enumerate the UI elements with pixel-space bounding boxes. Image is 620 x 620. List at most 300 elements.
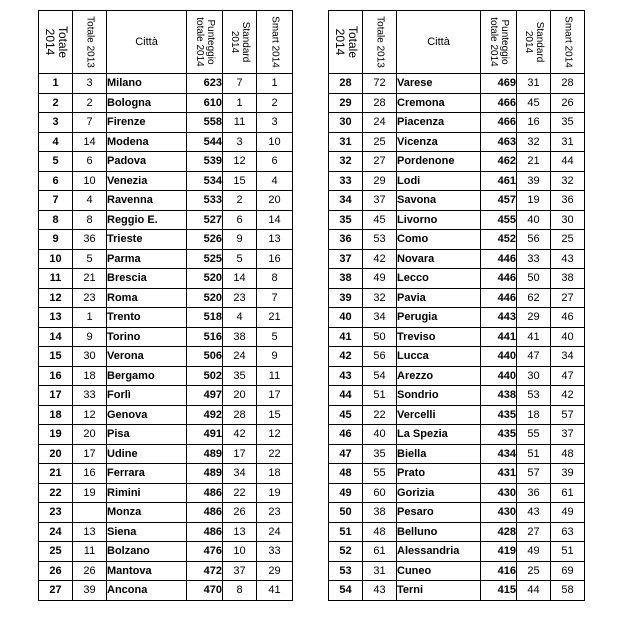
rank-2013-cell: 23 bbox=[73, 288, 107, 308]
rank-2013-cell: 56 bbox=[363, 347, 397, 367]
smart-rank-cell: 20 bbox=[257, 191, 293, 211]
table-row bbox=[329, 561, 585, 581]
rank-2013-cell: 17 bbox=[73, 444, 107, 464]
total-score-cell: 462 bbox=[481, 152, 517, 172]
rank-cell: 8 bbox=[39, 210, 73, 230]
rank-2013-cell: 51 bbox=[363, 386, 397, 406]
table-row bbox=[329, 74, 585, 94]
smart-rank-cell: 33 bbox=[257, 542, 293, 562]
rank-cell: 33 bbox=[329, 171, 363, 191]
rank-cell: 34 bbox=[329, 191, 363, 211]
rank-2013-cell: 21 bbox=[73, 269, 107, 289]
table-row bbox=[329, 347, 585, 367]
total-score-cell: 435 bbox=[481, 425, 517, 445]
standard-rank-cell: 36 bbox=[517, 483, 551, 503]
smart-rank-cell: 21 bbox=[257, 308, 293, 328]
table-row bbox=[329, 132, 585, 152]
city-name-cell: Savona bbox=[397, 191, 481, 211]
rank-cell: 16 bbox=[39, 366, 73, 386]
total-score-cell: 544 bbox=[187, 132, 223, 152]
city-name-cell: Pisa bbox=[107, 425, 187, 445]
standard-rank-cell: 40 bbox=[517, 210, 551, 230]
standard-rank-cell: 34 bbox=[223, 464, 257, 484]
standard-rank-cell: 24 bbox=[223, 347, 257, 367]
header-total-2013: Totale 2013 bbox=[73, 11, 107, 74]
rank-cell: 28 bbox=[329, 74, 363, 94]
total-score-cell: 497 bbox=[187, 386, 223, 406]
rank-2013-cell: 9 bbox=[73, 327, 107, 347]
smart-rank-cell: 17 bbox=[257, 386, 293, 406]
rank-2013-cell: 36 bbox=[73, 230, 107, 250]
rank-cell: 51 bbox=[329, 522, 363, 542]
rank-cell: 37 bbox=[329, 249, 363, 269]
smart-rank-cell: 12 bbox=[257, 425, 293, 445]
rank-2013-cell: 11 bbox=[73, 542, 107, 562]
standard-rank-cell: 2 bbox=[223, 191, 257, 211]
rank-cell: 7 bbox=[39, 191, 73, 211]
city-name-cell: Modena bbox=[107, 132, 187, 152]
rank-cell: 29 bbox=[329, 93, 363, 113]
table-row bbox=[39, 347, 293, 367]
rank-cell: 42 bbox=[329, 347, 363, 367]
rank-2013-cell: 29 bbox=[363, 171, 397, 191]
standard-rank-cell: 13 bbox=[223, 522, 257, 542]
table-row bbox=[39, 113, 293, 133]
standard-rank-cell: 28 bbox=[223, 405, 257, 425]
table-row bbox=[39, 308, 293, 328]
table-row bbox=[39, 425, 293, 445]
total-score-cell: 452 bbox=[481, 230, 517, 250]
total-score-cell: 469 bbox=[481, 74, 517, 94]
total-score-cell: 441 bbox=[481, 327, 517, 347]
smart-rank-cell: 49 bbox=[551, 503, 585, 523]
table-row bbox=[329, 210, 585, 230]
table-row bbox=[329, 269, 585, 289]
rank-cell: 48 bbox=[329, 464, 363, 484]
total-score-cell: 419 bbox=[481, 542, 517, 562]
table-row bbox=[39, 230, 293, 250]
table-row bbox=[329, 171, 585, 191]
header-total-2014: Totale 2014 bbox=[39, 11, 73, 74]
city-name-cell: Vercelli bbox=[397, 405, 481, 425]
smart-rank-cell: 6 bbox=[257, 152, 293, 172]
standard-rank-cell: 37 bbox=[223, 561, 257, 581]
table-row bbox=[39, 249, 293, 269]
city-name-cell: Trento bbox=[107, 308, 187, 328]
table-row bbox=[39, 191, 293, 211]
standard-rank-cell: 33 bbox=[517, 249, 551, 269]
rank-cell: 24 bbox=[39, 522, 73, 542]
smart-rank-cell: 13 bbox=[257, 230, 293, 250]
table-row bbox=[39, 93, 293, 113]
total-score-cell: 492 bbox=[187, 405, 223, 425]
table-row bbox=[329, 113, 585, 133]
standard-rank-cell: 50 bbox=[517, 269, 551, 289]
table-row bbox=[39, 522, 293, 542]
city-name-cell: Varese bbox=[397, 74, 481, 94]
smart-rank-cell: 25 bbox=[551, 230, 585, 250]
city-name-cell: Belluno bbox=[397, 522, 481, 542]
rank-2013-cell: 22 bbox=[363, 405, 397, 425]
standard-rank-cell: 29 bbox=[517, 308, 551, 328]
total-score-cell: 610 bbox=[187, 93, 223, 113]
rank-2013-cell: 60 bbox=[363, 483, 397, 503]
city-name-cell: Vicenza bbox=[397, 132, 481, 152]
table-row bbox=[39, 464, 293, 484]
total-score-cell: 431 bbox=[481, 464, 517, 484]
smart-rank-cell: 5 bbox=[257, 327, 293, 347]
smart-rank-cell: 24 bbox=[257, 522, 293, 542]
rank-2013-cell: 39 bbox=[73, 581, 107, 601]
city-name-cell: Prato bbox=[397, 464, 481, 484]
city-name-cell: Treviso bbox=[397, 327, 481, 347]
city-name-cell: Bolzano bbox=[107, 542, 187, 562]
total-score-cell: 416 bbox=[481, 561, 517, 581]
rank-cell: 25 bbox=[39, 542, 73, 562]
rank-cell: 44 bbox=[329, 386, 363, 406]
rank-cell: 43 bbox=[329, 366, 363, 386]
rank-2013-cell: 72 bbox=[363, 74, 397, 94]
rank-cell: 23 bbox=[39, 503, 73, 523]
rank-2013-cell: 37 bbox=[363, 191, 397, 211]
rank-cell: 35 bbox=[329, 210, 363, 230]
table-row bbox=[329, 483, 585, 503]
rank-cell: 32 bbox=[329, 152, 363, 172]
table-row bbox=[329, 249, 585, 269]
total-score-cell: 440 bbox=[481, 347, 517, 367]
rank-cell: 1 bbox=[39, 74, 73, 94]
standard-rank-cell: 56 bbox=[517, 230, 551, 250]
table-row bbox=[329, 503, 585, 523]
total-score-cell: 435 bbox=[481, 405, 517, 425]
smart-rank-cell: 2 bbox=[257, 93, 293, 113]
rank-2013-cell: 32 bbox=[363, 288, 397, 308]
table-row bbox=[39, 74, 293, 94]
city-name-cell: Rimini bbox=[107, 483, 187, 503]
standard-rank-cell: 31 bbox=[517, 74, 551, 94]
standard-rank-cell: 7 bbox=[223, 74, 257, 94]
rank-2013-cell: 7 bbox=[73, 113, 107, 133]
city-name-cell: Ancona bbox=[107, 581, 187, 601]
table-row bbox=[39, 152, 293, 172]
rank-2013-cell: 42 bbox=[363, 249, 397, 269]
rank-cell: 49 bbox=[329, 483, 363, 503]
rank-2013-cell: 40 bbox=[363, 425, 397, 445]
rank-cell: 22 bbox=[39, 483, 73, 503]
rank-cell: 27 bbox=[39, 581, 73, 601]
city-name-cell: Reggio E. bbox=[107, 210, 187, 230]
header-city: Città bbox=[397, 11, 481, 74]
table-row bbox=[39, 210, 293, 230]
table-row bbox=[329, 386, 585, 406]
total-score-cell: 491 bbox=[187, 425, 223, 445]
rank-2013-cell: 54 bbox=[363, 366, 397, 386]
rank-cell: 21 bbox=[39, 464, 73, 484]
rank-cell: 13 bbox=[39, 308, 73, 328]
table-row bbox=[329, 366, 585, 386]
standard-rank-cell: 18 bbox=[517, 405, 551, 425]
city-name-cell: Mantova bbox=[107, 561, 187, 581]
total-score-cell: 438 bbox=[481, 386, 517, 406]
smart-rank-cell: 28 bbox=[551, 74, 585, 94]
rank-2013-cell: 8 bbox=[73, 210, 107, 230]
rank-cell: 3 bbox=[39, 113, 73, 133]
standard-rank-cell: 22 bbox=[223, 483, 257, 503]
smart-rank-cell: 23 bbox=[257, 503, 293, 523]
total-score-cell: 476 bbox=[187, 542, 223, 562]
standard-rank-cell: 51 bbox=[517, 444, 551, 464]
city-name-cell: Novara bbox=[397, 249, 481, 269]
city-name-cell: Lucca bbox=[397, 347, 481, 367]
city-name-cell: La Spezia bbox=[397, 425, 481, 445]
city-name-cell: Cuneo bbox=[397, 561, 481, 581]
smart-rank-cell: 36 bbox=[551, 191, 585, 211]
total-score-cell: 502 bbox=[187, 366, 223, 386]
total-score-cell: 486 bbox=[187, 503, 223, 523]
city-name-cell: Arezzo bbox=[397, 366, 481, 386]
rank-cell: 20 bbox=[39, 444, 73, 464]
table-header-row bbox=[39, 11, 293, 74]
standard-rank-cell: 47 bbox=[517, 347, 551, 367]
total-score-cell: 525 bbox=[187, 249, 223, 269]
rank-cell: 19 bbox=[39, 425, 73, 445]
total-score-cell: 446 bbox=[481, 269, 517, 289]
rank-2013-cell: 13 bbox=[73, 522, 107, 542]
total-score-cell: 430 bbox=[481, 483, 517, 503]
smart-rank-cell: 35 bbox=[551, 113, 585, 133]
standard-rank-cell: 55 bbox=[517, 425, 551, 445]
table-row bbox=[39, 327, 293, 347]
ranking-table-left bbox=[38, 10, 293, 601]
rank-cell: 2 bbox=[39, 93, 73, 113]
smart-rank-cell: 9 bbox=[257, 347, 293, 367]
header-smart: Smart 2014 bbox=[551, 11, 585, 74]
standard-rank-cell: 1 bbox=[223, 93, 257, 113]
table-row bbox=[39, 386, 293, 406]
rank-2013-cell: 3 bbox=[73, 74, 107, 94]
smart-rank-cell: 19 bbox=[257, 483, 293, 503]
standard-rank-cell: 49 bbox=[517, 542, 551, 562]
city-name-cell: Livorno bbox=[397, 210, 481, 230]
table-row bbox=[39, 503, 293, 523]
table-row bbox=[329, 522, 585, 542]
rank-2013-cell: 50 bbox=[363, 327, 397, 347]
rank-2013-cell: 20 bbox=[73, 425, 107, 445]
rank-cell: 10 bbox=[39, 249, 73, 269]
city-name-cell: Pavia bbox=[397, 288, 481, 308]
rank-cell: 53 bbox=[329, 561, 363, 581]
standard-rank-cell: 19 bbox=[517, 191, 551, 211]
smart-rank-cell: 4 bbox=[257, 171, 293, 191]
total-score-cell: 430 bbox=[481, 503, 517, 523]
rank-2013-cell: 38 bbox=[363, 503, 397, 523]
smart-rank-cell: 32 bbox=[551, 171, 585, 191]
city-name-cell: Udine bbox=[107, 444, 187, 464]
standard-rank-cell: 9 bbox=[223, 230, 257, 250]
rank-2013-cell: 30 bbox=[73, 347, 107, 367]
smart-rank-cell: 34 bbox=[551, 347, 585, 367]
rank-2013-cell: 48 bbox=[363, 522, 397, 542]
total-score-cell: 516 bbox=[187, 327, 223, 347]
total-score-cell: 466 bbox=[481, 113, 517, 133]
city-name-cell: Firenze bbox=[107, 113, 187, 133]
city-name-cell: Venezia bbox=[107, 171, 187, 191]
standard-rank-cell: 6 bbox=[223, 210, 257, 230]
city-name-cell: Lodi bbox=[397, 171, 481, 191]
table-row bbox=[329, 308, 585, 328]
rank-2013-cell: 31 bbox=[363, 561, 397, 581]
rank-2013-cell: 2 bbox=[73, 93, 107, 113]
rank-cell: 30 bbox=[329, 113, 363, 133]
rank-cell: 5 bbox=[39, 152, 73, 172]
smart-rank-cell: 44 bbox=[551, 152, 585, 172]
smart-rank-cell: 40 bbox=[551, 327, 585, 347]
rank-2013-cell: 28 bbox=[363, 93, 397, 113]
smart-rank-cell: 22 bbox=[257, 444, 293, 464]
smart-rank-cell: 10 bbox=[257, 132, 293, 152]
standard-rank-cell: 39 bbox=[517, 171, 551, 191]
standard-rank-cell: 15 bbox=[223, 171, 257, 191]
city-name-cell: Como bbox=[397, 230, 481, 250]
standard-rank-cell: 12 bbox=[223, 152, 257, 172]
standard-rank-cell: 32 bbox=[517, 132, 551, 152]
total-score-cell: 520 bbox=[187, 269, 223, 289]
total-score-cell: 489 bbox=[187, 444, 223, 464]
standard-rank-cell: 14 bbox=[223, 269, 257, 289]
table-row bbox=[39, 483, 293, 503]
total-score-cell: 518 bbox=[187, 308, 223, 328]
table-row bbox=[329, 191, 585, 211]
header-smart: Smart 2014 bbox=[257, 11, 293, 74]
table-row bbox=[329, 93, 585, 113]
header-score: Punteggio totale 2014 bbox=[481, 11, 517, 74]
rank-cell: 31 bbox=[329, 132, 363, 152]
table-row bbox=[329, 464, 585, 484]
city-name-cell: Roma bbox=[107, 288, 187, 308]
table-row bbox=[329, 327, 585, 347]
table-row bbox=[39, 542, 293, 562]
smart-rank-cell: 7 bbox=[257, 288, 293, 308]
table-row bbox=[39, 366, 293, 386]
rank-2013-cell: 1 bbox=[73, 308, 107, 328]
rank-2013-cell: 18 bbox=[73, 366, 107, 386]
rank-2013-cell: 35 bbox=[363, 444, 397, 464]
smart-rank-cell: 42 bbox=[551, 386, 585, 406]
rank-2013-cell: 14 bbox=[73, 132, 107, 152]
rank-cell: 6 bbox=[39, 171, 73, 191]
rank-2013-cell: 6 bbox=[73, 152, 107, 172]
standard-rank-cell: 16 bbox=[517, 113, 551, 133]
header-standard: Standard 2014 bbox=[223, 11, 257, 74]
city-name-cell: Alessandria bbox=[397, 542, 481, 562]
rank-cell: 52 bbox=[329, 542, 363, 562]
city-name-cell: Forlì bbox=[107, 386, 187, 406]
standard-rank-cell: 42 bbox=[223, 425, 257, 445]
rank-cell: 46 bbox=[329, 425, 363, 445]
standard-rank-cell: 3 bbox=[223, 132, 257, 152]
smart-rank-cell: 8 bbox=[257, 269, 293, 289]
smart-rank-cell: 63 bbox=[551, 522, 585, 542]
rank-2013-cell: 33 bbox=[73, 386, 107, 406]
rank-cell: 18 bbox=[39, 405, 73, 425]
standard-rank-cell: 45 bbox=[517, 93, 551, 113]
total-score-cell: 533 bbox=[187, 191, 223, 211]
header-total-2014: Totale 2014 bbox=[329, 11, 363, 74]
city-name-cell: Torino bbox=[107, 327, 187, 347]
smart-rank-cell: 3 bbox=[257, 113, 293, 133]
table-row bbox=[39, 561, 293, 581]
rank-2013-cell: 16 bbox=[73, 464, 107, 484]
total-score-cell: 489 bbox=[187, 464, 223, 484]
rank-2013-cell: 12 bbox=[73, 405, 107, 425]
rank-2013-cell: 19 bbox=[73, 483, 107, 503]
standard-rank-cell: 8 bbox=[223, 581, 257, 601]
total-score-cell: 463 bbox=[481, 132, 517, 152]
standard-rank-cell: 27 bbox=[517, 522, 551, 542]
smart-rank-cell: 15 bbox=[257, 405, 293, 425]
total-score-cell: 539 bbox=[187, 152, 223, 172]
smart-rank-cell: 38 bbox=[551, 269, 585, 289]
standard-rank-cell: 26 bbox=[223, 503, 257, 523]
total-score-cell: 470 bbox=[187, 581, 223, 601]
total-score-cell: 486 bbox=[187, 483, 223, 503]
table-row bbox=[329, 405, 585, 425]
standard-rank-cell: 35 bbox=[223, 366, 257, 386]
smart-rank-cell: 57 bbox=[551, 405, 585, 425]
header-score: Punteggio totale 2014 bbox=[187, 11, 223, 74]
rank-2013-cell: 49 bbox=[363, 269, 397, 289]
rank-cell: 54 bbox=[329, 581, 363, 601]
standard-rank-cell: 43 bbox=[517, 503, 551, 523]
rank-cell: 11 bbox=[39, 269, 73, 289]
city-name-cell: Monza bbox=[107, 503, 187, 523]
table-row bbox=[329, 288, 585, 308]
header-city: Città bbox=[107, 11, 187, 74]
total-score-cell: 446 bbox=[481, 249, 517, 269]
rank-cell: 4 bbox=[39, 132, 73, 152]
smart-rank-cell: 51 bbox=[551, 542, 585, 562]
total-score-cell: 440 bbox=[481, 366, 517, 386]
rank-cell: 17 bbox=[39, 386, 73, 406]
city-name-cell: Siena bbox=[107, 522, 187, 542]
smart-rank-cell: 31 bbox=[551, 132, 585, 152]
standard-rank-cell: 20 bbox=[223, 386, 257, 406]
total-score-cell: 506 bbox=[187, 347, 223, 367]
table-row bbox=[39, 171, 293, 191]
smart-rank-cell: 11 bbox=[257, 366, 293, 386]
city-name-cell: Ravenna bbox=[107, 191, 187, 211]
total-score-cell: 461 bbox=[481, 171, 517, 191]
total-score-cell: 527 bbox=[187, 210, 223, 230]
smart-rank-cell: 27 bbox=[551, 288, 585, 308]
total-score-cell: 443 bbox=[481, 308, 517, 328]
city-name-cell: Bergamo bbox=[107, 366, 187, 386]
total-score-cell: 623 bbox=[187, 74, 223, 94]
rank-cell: 39 bbox=[329, 288, 363, 308]
total-score-cell: 520 bbox=[187, 288, 223, 308]
rank-cell: 12 bbox=[39, 288, 73, 308]
city-name-cell: Genova bbox=[107, 405, 187, 425]
table-row bbox=[329, 425, 585, 445]
rank-2013-cell: 55 bbox=[363, 464, 397, 484]
rank-2013-cell: 25 bbox=[363, 132, 397, 152]
smart-rank-cell: 37 bbox=[551, 425, 585, 445]
smart-rank-cell: 16 bbox=[257, 249, 293, 269]
standard-rank-cell: 4 bbox=[223, 308, 257, 328]
city-name-cell: Padova bbox=[107, 152, 187, 172]
rank-2013-cell: 4 bbox=[73, 191, 107, 211]
city-name-cell: Cremona bbox=[397, 93, 481, 113]
